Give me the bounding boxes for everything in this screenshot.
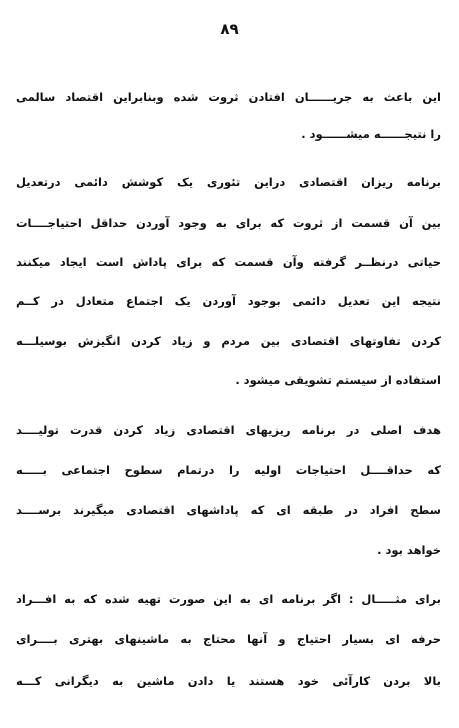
page-number: ۸۹	[220, 20, 239, 38]
text-line-9: هدف اصلی در برنامه ریزیهای اقتصادی زیاد کردن قدرت تولیــــد	[16, 423, 441, 437]
text-line-13: برای مثـــــال : اگر برنامه ای به این صورت تهیه شده که به افـــراد	[16, 592, 441, 606]
text-line-6: نتیجه این تعدیل دائمی بوجود آوردن یک اجتماع متعادل در کــم	[16, 294, 441, 308]
text-line-10: که حداقــــل احتیاجات اولیه را درتمام سطوح اجتماعی بـــــه	[16, 463, 441, 477]
text-line-2: را نتیجــــــه میشــــــود .	[301, 127, 441, 141]
text-line-11: سطح افراد در طبقه ای که پاداشهای اقتصادی میگیرند برســــد	[16, 503, 441, 517]
text-line-15: بالا بردن کارآئی خود هستند یا دادن ماشین به دیگرانی کـــه	[16, 674, 441, 688]
text-line-1: این باعث به جریــــــان افتادن ثروت شده وبنابراین اقتصاد سالمی	[16, 90, 441, 104]
text-line-7: کردن تفاوتهای اقتصادی بین مردم و زیاد کردن انگیزش بوسیلـــه	[16, 334, 441, 348]
text-line-12: خواهد بود .	[377, 543, 441, 557]
text-line-14: حرفه ای بسیار احتیاج و آنها محتاج به ماشینهای بهتری بــــرای	[16, 632, 441, 646]
text-line-5: حیاتی درنظــر گرفته وآن قسمت که برای پاداش است ایجاد میکنند	[16, 255, 441, 269]
text-line-3: برنامه ریزان اقتصادی دراین تئوری یک کوشش دائمی درتعدیل	[16, 175, 441, 189]
text-line-4: بین آن قسمت از ثروت که برای به وجود آوردن حداقل احتیاجــــات	[16, 216, 441, 230]
text-line-8: استفاده از سیستم تشویقی میشود .	[235, 373, 441, 387]
